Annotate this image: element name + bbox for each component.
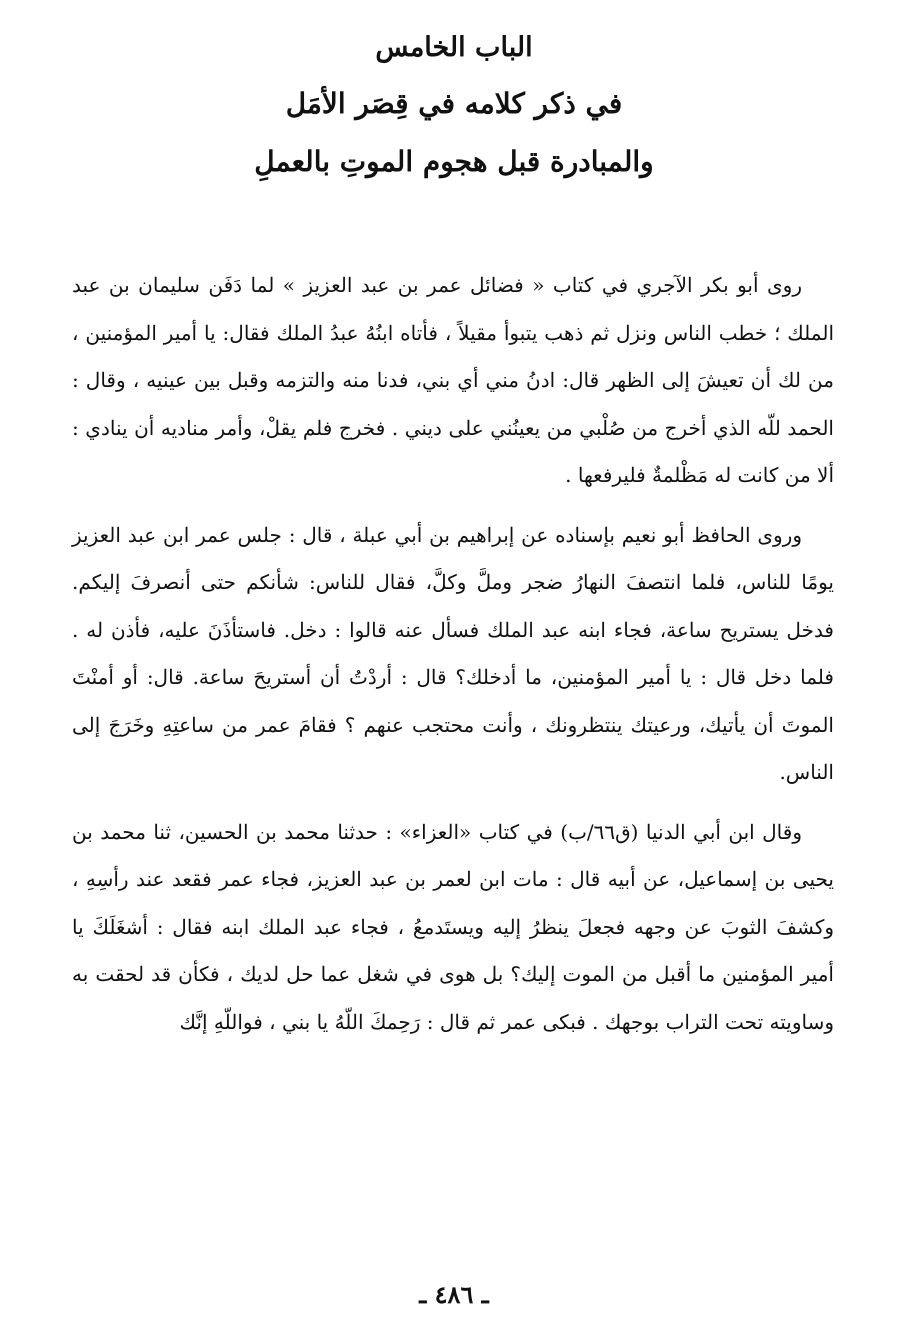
- paragraph-1: روى أبو بكر الآجري في كتاب « فضائل عمر بن عبد العزيز » لما دَفَن سليمان بن عبد الملك ؛ خطب الناس ونزل ثم ذهب يتبوأ مقيلاً ، فأتاه ابنُهُ عبدُ الملك فقال: يا أمير المؤمنين ، من لك أن تعيشَ إلى الظهر قال: ادنُ مني أي بني، فدنا منه والتزمه وقبل بين عينيه ، وقال : الحمد للّه الذي أخرج من صُلْبي من يعينُني على ديني . فخرج فلم يقلْ، وأمر مناديه أن ينادي : ألا من كانت له مَظْلمةٌ فليرفعها .: [72, 273, 834, 487]
- paragraph-2: وروى الحافظ أبو نعيم بإسناده عن إبراهيم بن أبي عبلة ، قال : جلس عمر ابن عبد العزيز يومًا للناس، فلما انتصفَ النهارُ ضجر وملَّ وكلَّ، فقال للناس: شأنكم حتى أنصرفَ إليكم. فدخل يستريح ساعة، فجاء ابنه عبد الملك فسأل عنه قالوا : دخل. فاستأذَنَ عليه، فأذن له . فلما دخل قال : يا أمير المؤمنين، ما أدخلك؟ قال : أردْتُ أن أستريحَ ساعة. قال: أو أمنْتَ الموتَ أن يأتيك، ورعيتك ينتظرونك ، وأنت محتجب عنهم ؟ فقامَ عمر من ساعتِهِ وخَرَجَ إلى الناس.: [72, 522, 834, 784]
- chapter-label: الباب الخامس: [375, 32, 533, 63]
- chapter-heading: [60, 28, 848, 198]
- page-number: ـ ٤٨٦ ـ: [419, 1280, 489, 1309]
- paragraph-3: وقال ابن أبي الدنيا (ق٦٦/ب) في كتاب «العزاء» : حدثنا محمد بن الحسين، ثنا محمد بن يحيى بن إسماعيل، عن أبيه قال : مات ابن لعمر بن عبد العزيز، فجاء عمر فقعد عند رأسِهِ ، وكشفَ الثوبَ عن وجهه فجعلَ ينظرُ إليه ويستَدمعُ ، فجاء عبد الملك ابنه فقال : أشغَلَكَ يا أمير المؤمنين ما أقبل من الموت إليك؟ بل هوى في شغل عما حل لديك ، فكأن قد لحقت به وساويته تحت التراب بوجهك . فبكى عمر ثم قال : رَحِمكَ اللّهُ يا بني ، فواللّهِ إنَّك: [72, 819, 834, 1034]
- body-text: [72, 262, 834, 1058]
- chapter-title-line-2: والمبادرة قبل هجوم الموتِ بالعملِ: [254, 145, 654, 178]
- chapter-title-line-1: في ذكر كلامه في قِصَر الأمَل: [285, 87, 623, 120]
